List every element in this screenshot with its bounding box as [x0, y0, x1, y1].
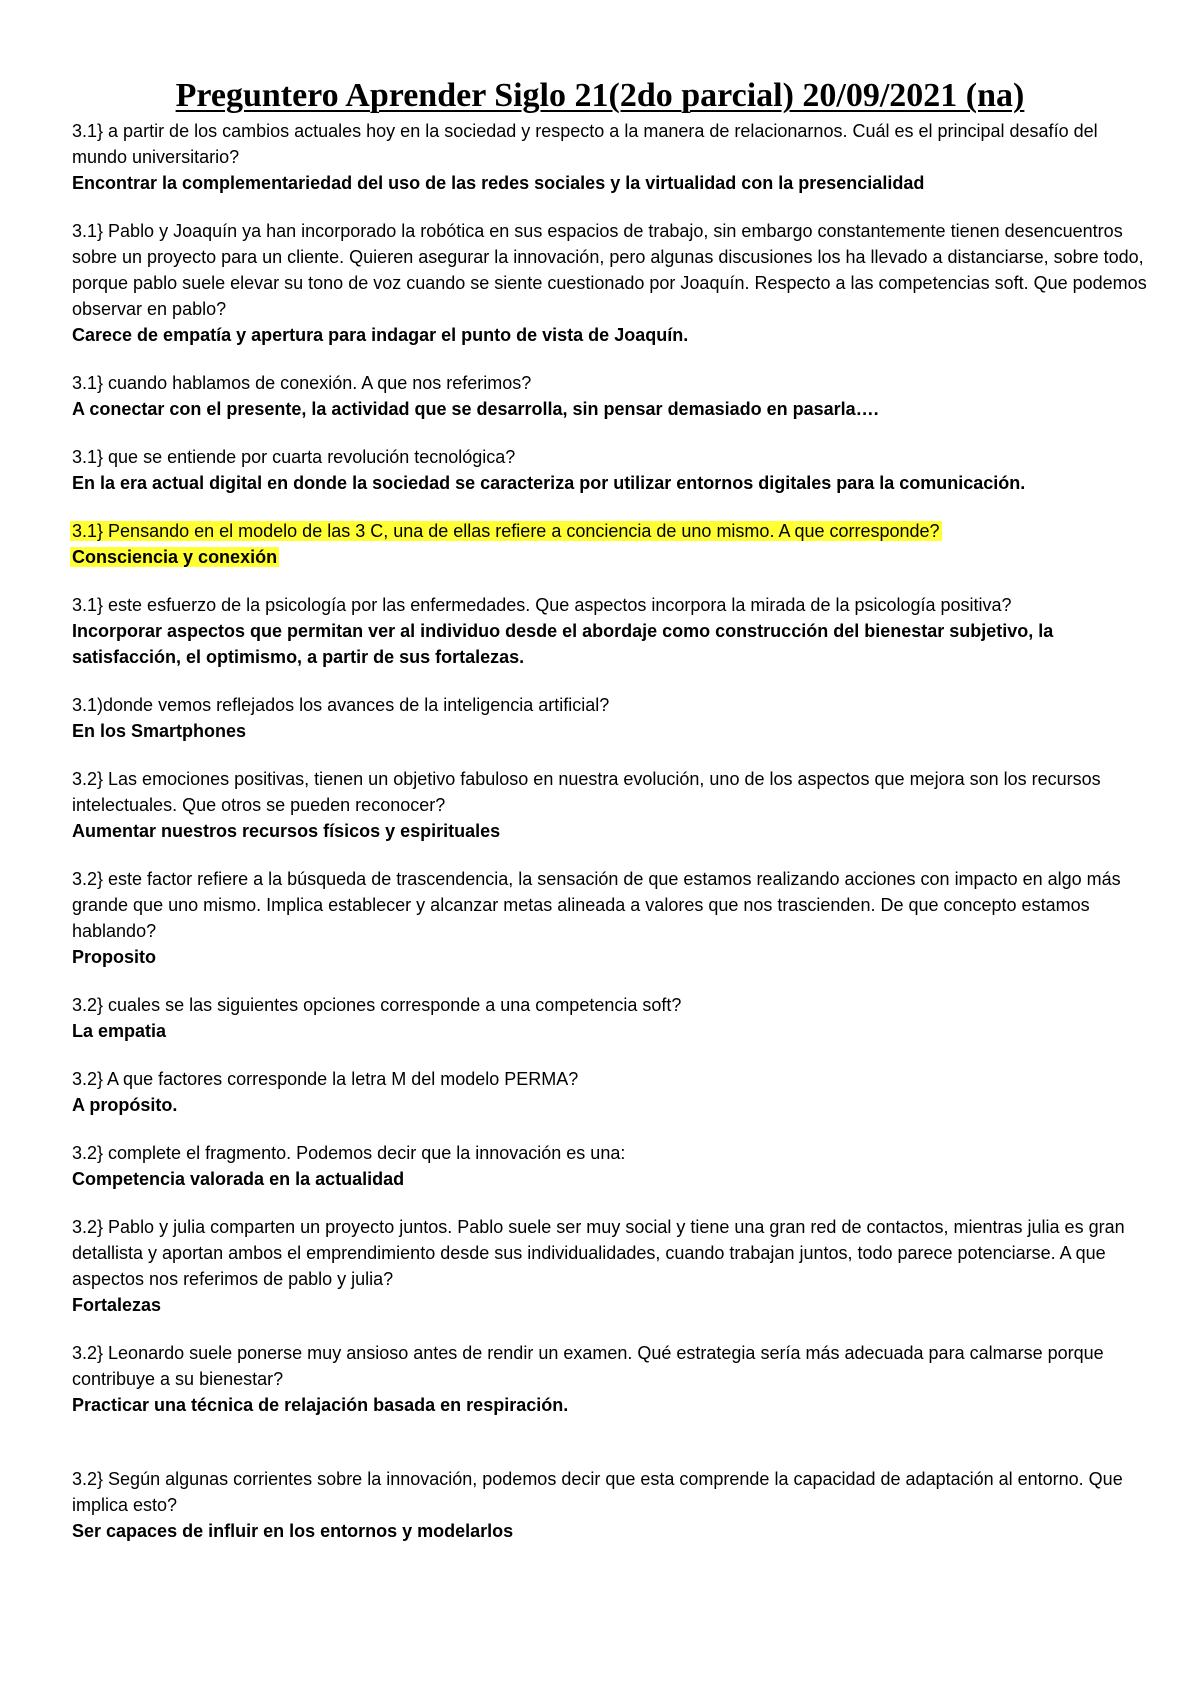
question-text: 3.1)donde vemos reflejados los avances de la inteligencia artificial? [72, 695, 610, 715]
question-text: 3.1} Pablo y Joaquín ya han incorporado la robótica en sus espacios de trabajo, sin embargo constantemente tienen desencuentros sobre un proyecto para un cliente. Quieren asegurar la innovación, pero algunas discusiones los ha llevado a distanciarse, sobre todo, porque pablo suele elevar su tono de voz cuando se siente cuestionado por Joaquín. Respecto a las competencias soft. Que podemos observar en pablo? [72, 221, 1147, 319]
highlighted-question-text: 3.1} Pensando en el modelo de las 3 C, una de ellas refiere a conciencia de uno mismo. A que corresponde? [72, 521, 940, 541]
qa-item-8 [72, 766, 1150, 844]
qa-item-15 [72, 1466, 1150, 1544]
highlighted-answer-text: Consciencia y conexión [72, 547, 278, 567]
qa-item-10 [72, 992, 1150, 1044]
question-text: 3.2} Leonardo suele ponerse muy ansioso antes de rendir un examen. Qué estrategia sería más adecuada para calmarse porque contribuye a su bienestar? [72, 1343, 1104, 1389]
answer-text: La empatia [72, 1021, 167, 1041]
qa-item-11 [72, 1066, 1150, 1118]
question-text: 3.2} cuales se las siguientes opciones corresponde a una competencia soft? [72, 995, 682, 1015]
answer-text: Proposito [72, 947, 156, 967]
qa-item-13 [72, 1214, 1150, 1318]
answer-text: Competencia valorada en la actualidad [72, 1169, 405, 1189]
question-text: 3.2} Pablo y julia comparten un proyecto juntos. Pablo suele ser muy social y tiene una gran red de contactos, mientras julia es gran detallista y aportan ambos el emprendimiento desde sus individualidades, cuando trabajan juntos, todo parece potenciarse. A que aspectos nos referimos de pablo y julia? [72, 1217, 1125, 1289]
question-text: 3.2} A que factores corresponde la letra M del modelo PERMA? [72, 1069, 579, 1089]
question-text: 3.2} este factor refiere a la búsqueda de trascendencia, la sensación de que estamos realizando acciones con impacto en algo más grande que uno mismo. Implica establecer y alcanzar metas alineada a valores que nos trascienden. De que concepto estamos hablando? [72, 869, 1121, 941]
qa-item-3 [72, 370, 1150, 422]
qa-item-2 [72, 218, 1150, 348]
answer-text: Practicar una técnica de relajación basada en respiración. [72, 1395, 569, 1415]
answer-text: En la era actual digital en donde la sociedad se caracteriza por utilizar entornos digitales para la comunicación. [72, 473, 1026, 493]
answer-text: A conectar con el presente, la actividad que se desarrolla, sin pensar demasiado en pasarla…. [72, 399, 879, 419]
question-text: 3.2} complete el fragmento. Podemos decir que la innovación es una: [72, 1143, 626, 1163]
question-text: 3.1} a partir de los cambios actuales hoy en la sociedad y respecto a la manera de relacionarnos. Cuál es el principal desafío del mundo universitario? [72, 121, 1098, 167]
question-text: 3.1} cuando hablamos de conexión. A que nos referimos? [72, 373, 532, 393]
answer-text: Carece de empatía y apertura para indagar el punto de vista de Joaquín. [72, 325, 689, 345]
answer-text: Encontrar la complementariedad del uso de las redes sociales y la virtualidad con la presencialidad [72, 173, 925, 193]
answer-text: Incorporar aspectos que permitan ver al individuo desde el abordaje como construcción del bienestar subjetivo, la satisfacción, el optimismo, a partir de sus fortalezas. [72, 621, 1054, 667]
qa-item-14 [72, 1340, 1150, 1418]
answer-text: Fortalezas [72, 1295, 162, 1315]
question-text: 3.1} este esfuerzo de la psicología por las enfermedades. Que aspectos incorpora la mirada de la psicología positiva? [72, 595, 1012, 615]
answer-text: A propósito. [72, 1095, 178, 1115]
qa-item-1 [72, 118, 1150, 196]
answer-text: En los Smartphones [72, 721, 247, 741]
answer-text: Ser capaces de influir en los entornos y modelarlos [72, 1521, 514, 1541]
question-text: 3.2} Las emociones positivas, tienen un objetivo fabuloso en nuestra evolución, uno de los aspectos que mejora son los recursos intelectuales. Que otros se pueden reconocer? [72, 769, 1101, 815]
answer-text: Aumentar nuestros recursos físicos y espirituales [72, 821, 501, 841]
document-title: Preguntero Aprender Siglo 21(2do parcial) 20/09/2021 (na) [175, 77, 1025, 114]
qa-item-7 [72, 692, 1150, 744]
qa-item-4 [72, 444, 1150, 496]
qa-item-5-highlighted [72, 518, 1150, 570]
qa-item-12 [72, 1140, 1150, 1192]
qa-item-9 [72, 866, 1150, 970]
qa-item-6 [72, 592, 1150, 670]
question-text: 3.1} que se entiende por cuarta revolución tecnológica? [72, 447, 516, 467]
document-body [72, 118, 1150, 1544]
question-text: 3.2} Según algunas corrientes sobre la innovación, podemos decir que esta comprende la capacidad de adaptación al entorno. Que implica esto? [72, 1469, 1123, 1515]
